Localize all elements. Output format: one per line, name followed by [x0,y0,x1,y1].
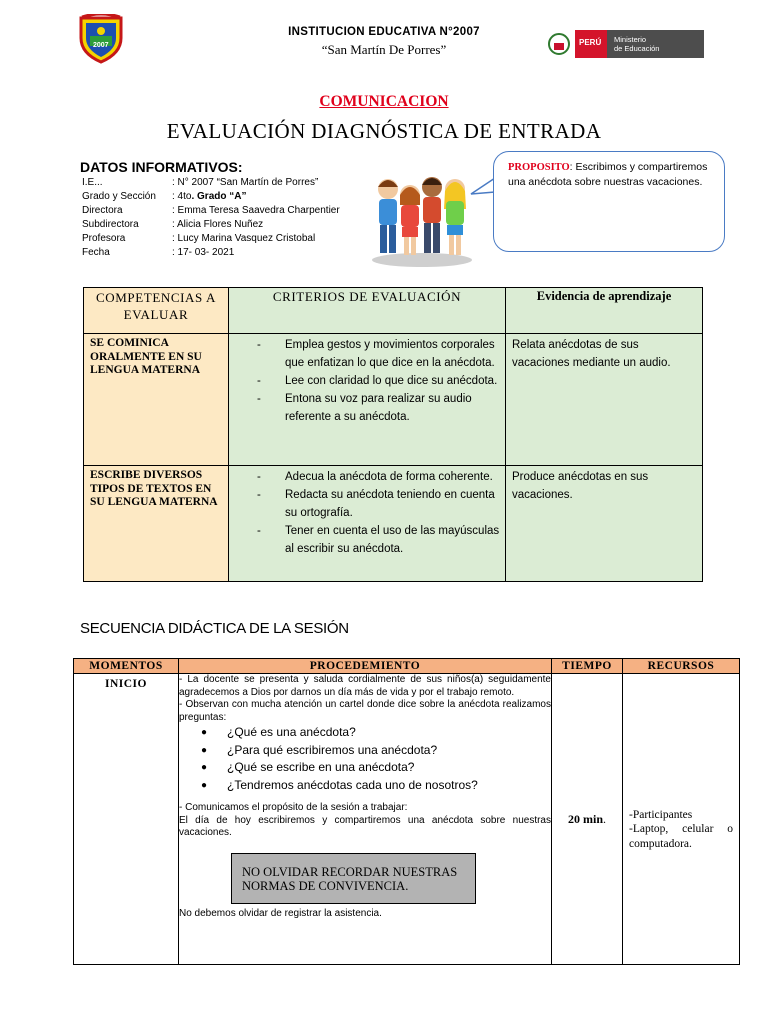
criterio-item: - Emplea gestos y movimientos corporales que enfatizan lo que dice en la anécdota. [257,339,495,369]
criterio-text: Adecua la anécdota de forma coherente. [285,471,493,483]
momentos-header: MOMENTOS [74,659,179,674]
tiempo-dot: . [603,812,606,826]
datos-value-grado [172,190,246,204]
proc-paragraph: - La docente se presenta y saluda cordialmente de sus niños(a) seguidamente agradecemos a Dios por darnos un día más de vida y por el trabajo remoto. [179,674,551,698]
competencia-cell: ESCRIBE DIVERSOS TIPOS DE TEXTOS EN SU LENGUA MATERNA [84,466,229,582]
proposito-label: PROPOSITO [508,162,570,173]
question-text: ¿Tendremos anécdotas cada uno de nosotros? [227,777,478,792]
momento-label: INICIO [105,678,147,690]
criterio-item: - Tener en cuenta el uso de las mayúsculas al escribir su anécdota. [257,525,500,555]
proc-paragraph: - Observan con mucha atención un cartel donde dice sobre la anécdota realizamos preguntas: [179,699,551,723]
question-item: ● ¿Para qué escribiremos una anécdota? [201,742,438,757]
datos-label: Subdirectora [82,219,139,230]
datos-label: I.E... [82,177,103,188]
procedimiento-cell [179,674,552,965]
criterio-text: Emplea gestos y movimientos corporales que enfatizan lo que dice en la anécdota. [285,339,495,369]
datos-value: : Emma Teresa Saavedra Charpentier [172,205,340,216]
momento-cell [74,674,179,965]
reminder-box: NO OLVIDAR RECORDAR NUESTRAS NORMAS DE CONVIVENCIA. [231,853,476,904]
question-text: ¿Qué se escribe en una anécdota? [227,760,415,774]
datos-value: : 4to [172,191,192,202]
datos-heading: DATOS INFORMATIVOS: [80,159,243,175]
datos-value: : 17- 03- 2021 [172,247,235,258]
recurso-item: -Laptop, celular o computadora. [629,823,733,850]
criterio-text: Entona su voz para realizar su audio referente a su anécdota. [285,393,472,423]
datos-label: Fecha [82,247,110,258]
ministry-logo [548,30,704,58]
question-item: ● ¿Tendremos anécdotas cada uno de nosotros? [201,777,478,792]
question-item: ● ¿Qué es una anécdota? [201,725,356,739]
evidencia-cell: Relata anécdotas de sus vacaciones mediante un audio. [506,334,703,466]
criterio-item: - Entona su voz para realizar su audio referente a su anécdota. [257,393,472,423]
institution-name: “San Martín De Porres” [321,42,447,57]
datos-label: Profesora [82,233,126,244]
ministry-name-line2: de Educación [614,44,660,53]
datos-label: Directora [82,205,123,216]
kids-illustration [368,165,476,269]
tiempo-header: TIEMPO [552,659,623,674]
proposito-text: : Escribimos y compartiremos una anécdota sobre nuestras vacaciones. [508,161,708,188]
datos-value-bold: . Grado “A” [191,191,247,202]
ministry-name-line1: Ministerio [614,35,647,44]
datos-value: : N° 2007 “San Martín de Porres” [172,177,319,188]
question-item: ● ¿Qué se escribe en una anécdota? [201,760,415,774]
evidencia-cell: Produce anécdotas en sus vacaciones. [506,466,703,582]
evidencia-header: Evidencia de aprendizaje [506,288,703,334]
question-text: ¿Qué es una anécdota? [227,725,356,739]
criterios-cell [229,466,506,582]
page-title: EVALUACIÓN DIAGNÓSTICA DE ENTRADA [166,119,602,143]
recursos-cell [623,674,740,965]
recursos-header: RECURSOS [623,659,740,674]
criterio-item: - Lee con claridad lo que dice su anécdota. [257,375,498,387]
procedimiento-header: PROCEDEMIENTO [179,659,552,674]
criterio-text: Redacta su anécdota teniendo en cuenta su ortografía. [285,489,495,519]
area-title: COMUNICACION [319,93,449,110]
proc-paragraph: El día de hoy escribiremos y compartiremos una anécdota sobre nuestras vacaciones. [179,814,551,838]
recurso-item: -Participantes [629,809,693,821]
secuencia-heading: SECUENCIA DIDÁCTICA DE LA SESIÓN [80,620,349,637]
question-list [179,724,551,794]
criterios-header: CRITERIOS DE EVALUACIÓN [229,288,506,334]
institution-title: INSTITUCION EDUCATIVA N°2007 [288,26,480,38]
competencias-table [83,287,703,582]
peru-coat-of-arms-icon [548,32,570,56]
shield-text: 2007 [93,42,109,49]
ministry-grey-block [607,30,704,58]
datos-value: : Alicia Flores Nuñez [172,219,264,230]
competencia-cell: SE COMINICA ORALMENTE EN SU LENGUA MATERNA [84,334,229,466]
ministry-peru-label: PERÚ [579,38,602,47]
proposito-bubble [493,151,725,252]
criterio-item: - Redacta su anécdota teniendo en cuenta su ortografía. [257,489,495,519]
competencias-header: COMPETENCIAS A EVALUAR [84,288,229,334]
tiempo-value: 20 min [567,812,603,826]
secuencia-table [73,658,740,965]
proc-paragraph: - Comunicamos el propósito de la sesión a trabajar: [179,802,408,813]
criterio-text: Tener en cuenta el uso de las mayúsculas al escribir su anécdota. [285,525,500,555]
datos-label: Grado y Sección [82,191,156,202]
datos-value: : Lucy Marina Vasquez Cristobal [172,233,316,244]
tiempo-cell [552,674,623,965]
criterio-text: Lee con claridad lo que dice su anécdota. [285,375,498,387]
proc-paragraph: No debemos olvidar de registrar la asistencia. [179,907,382,919]
criterios-cell [229,334,506,466]
question-text: ¿Para qué escribiremos una anécdota? [227,742,438,757]
peru-red-block [575,30,607,58]
criterio-item: - Adecua la anécdota de forma coherente. [257,471,493,483]
